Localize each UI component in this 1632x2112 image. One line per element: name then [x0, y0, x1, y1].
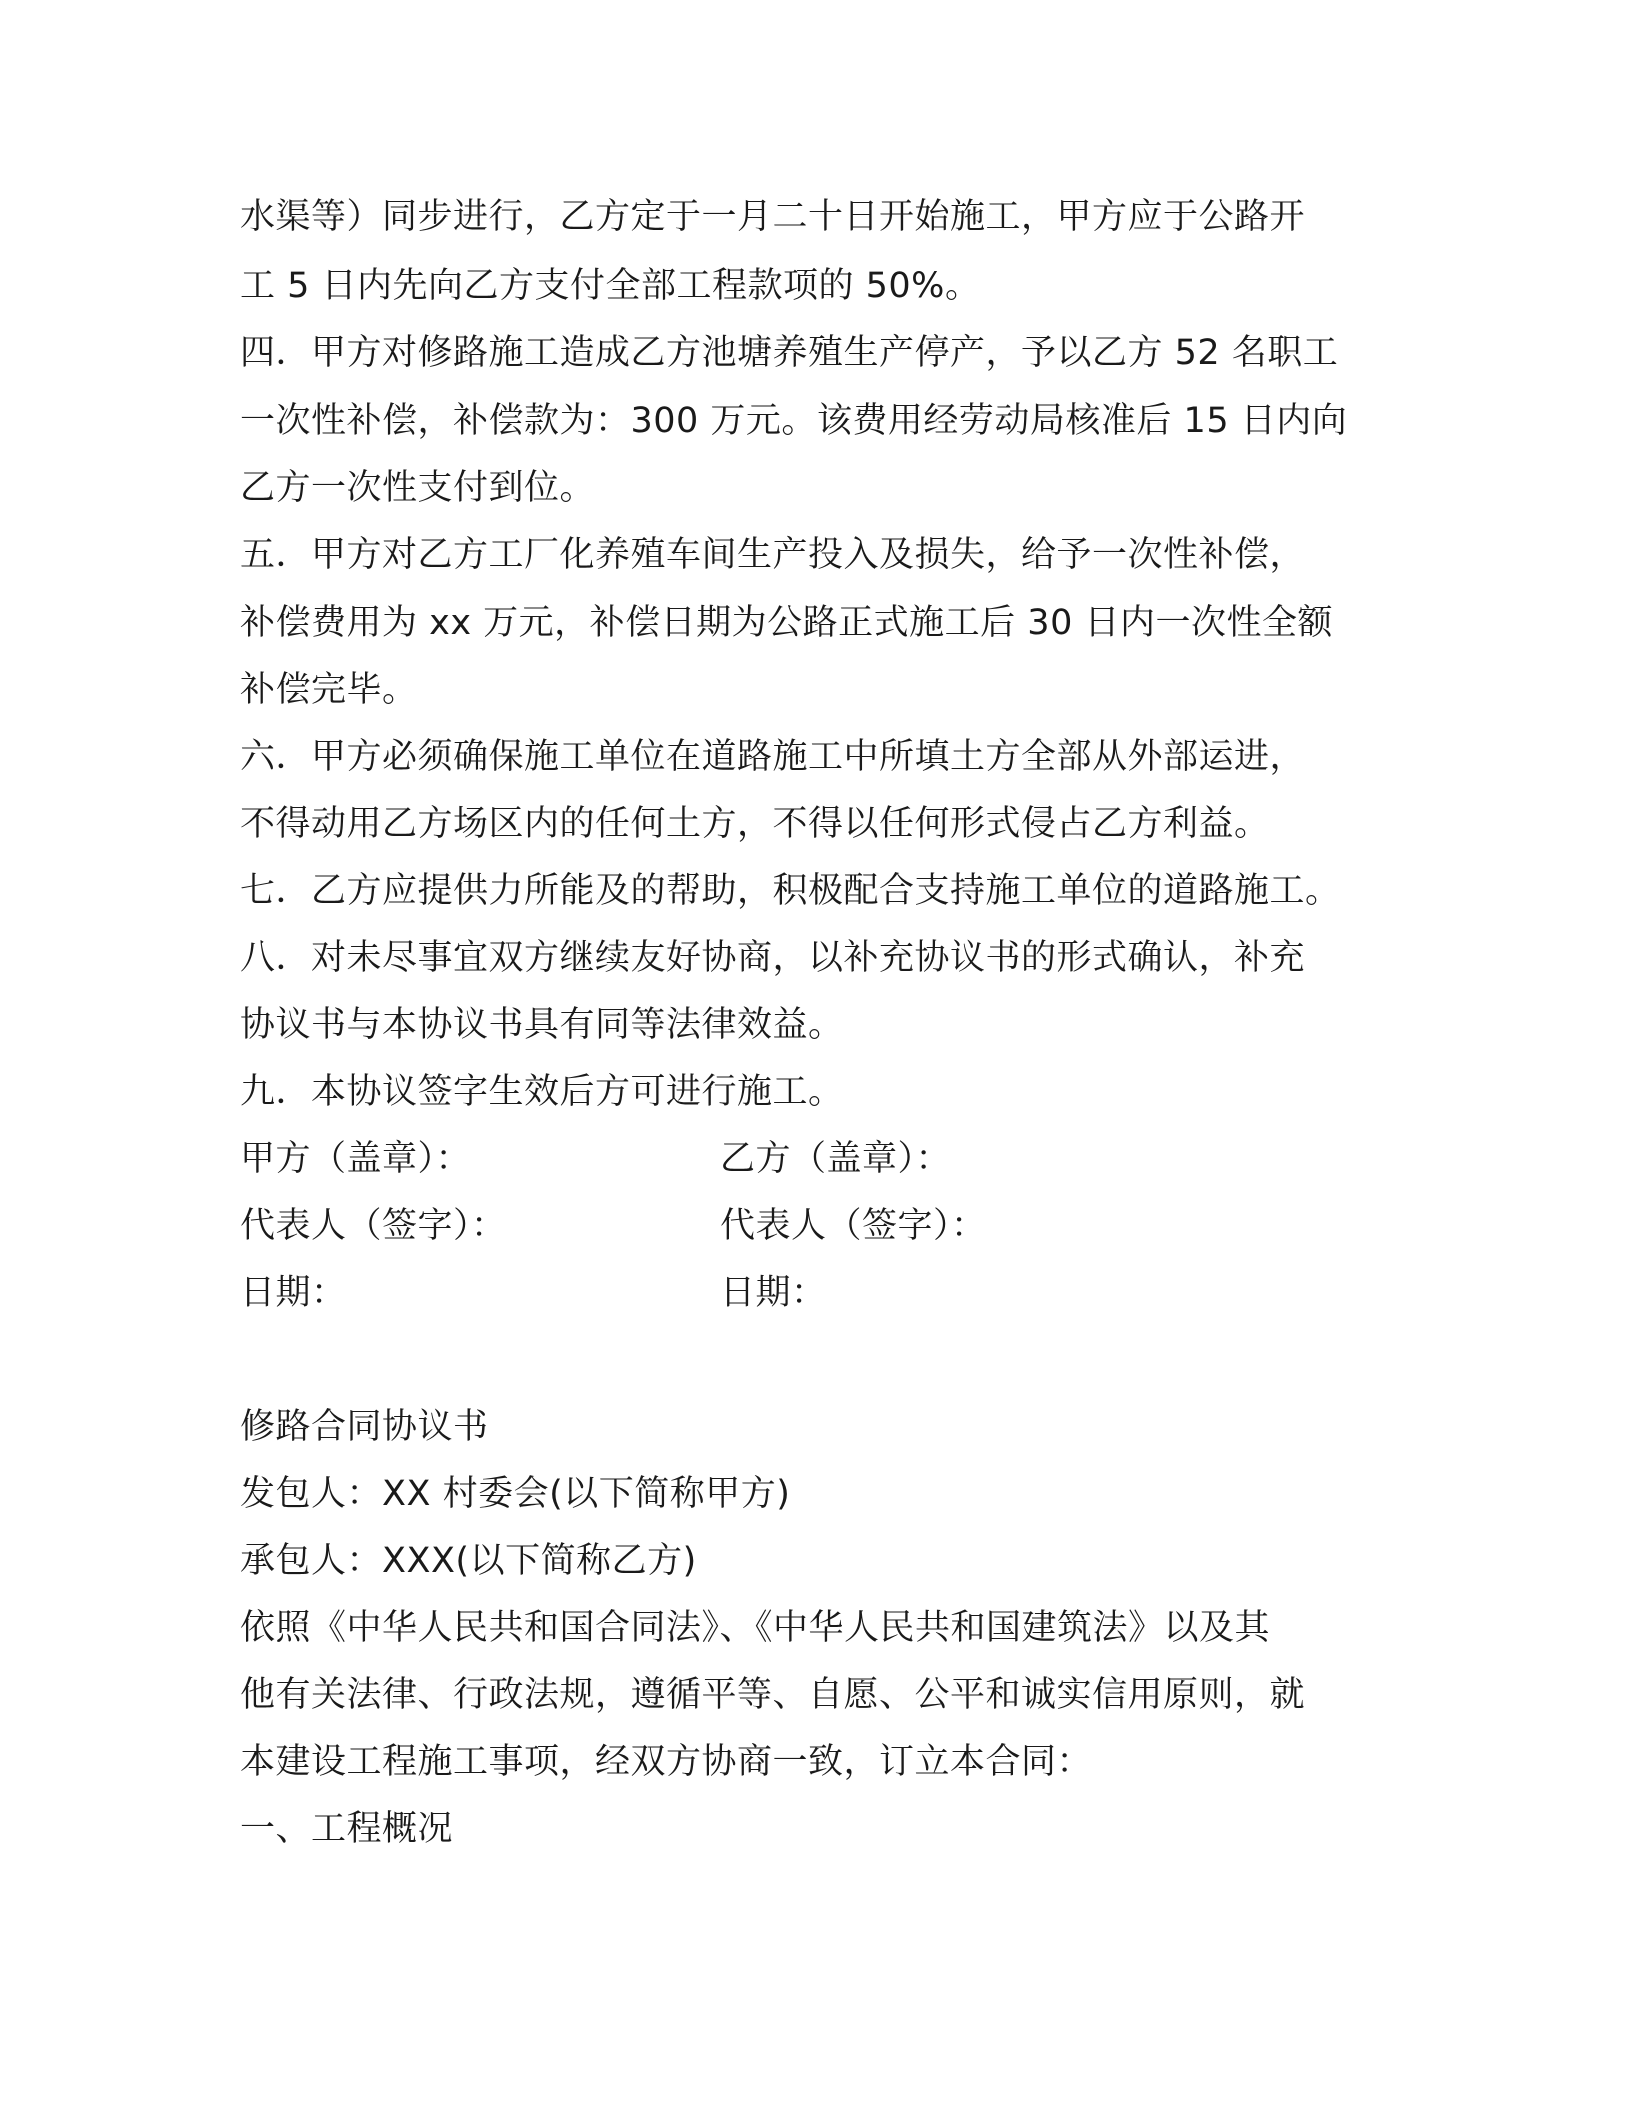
contractor-line: 承包人：XXX(以下简称乙方) [240, 1541, 697, 1581]
clause-3-line-2: 工 5 日内先向乙方支付全部工程款项的 50%。 [240, 266, 981, 306]
party-a-rep-label: 代表人（签字）： [240, 1206, 507, 1246]
clause-8-line-1: 八．对未尽事宜双方继续友好协商，以补充协议书的形式确认，补充 [240, 938, 1306, 978]
clause-4-line-3: 乙方一次性支付到位。 [240, 468, 596, 508]
clause-8-line-2: 协议书与本协议书具有同等法律效益。 [240, 1005, 844, 1045]
party-b-date-label: 日期： [720, 1273, 827, 1313]
preamble-line-3: 本建设工程施工事项，经双方协商一致，订立本合同： [240, 1742, 1093, 1782]
preamble-line-2: 他有关法律、行政法规，遵循平等、自愿、公平和诚实信用原则，就 [240, 1675, 1306, 1715]
clause-5-line-1: 五．甲方对乙方工厂化养殖车间生产投入及损失，给予一次性补偿， [240, 535, 1306, 575]
clause-3-line-1: 水渠等）同步进行，乙方定于一月二十日开始施工，甲方应于公路开 [240, 197, 1306, 237]
party-a-seal-label: 甲方（盖章）： [240, 1139, 472, 1179]
clause-4-line-2: 一次性补偿，补偿款为：300 万元。该费用经劳动局核准后 15 日内向 [240, 401, 1348, 441]
party-b-rep-label: 代表人（签字）： [720, 1206, 987, 1246]
clause-9-line-1: 九．本协议签字生效后方可进行施工。 [240, 1072, 844, 1112]
clause-7-line-1: 七．乙方应提供力所能及的帮助，积极配合支持施工单位的道路施工。 [240, 871, 1341, 911]
party-b-seal-label: 乙方（盖章）： [720, 1139, 952, 1179]
clause-6-line-1: 六．甲方必须确保施工单位在道路施工中所填土方全部从外部运进， [240, 737, 1306, 777]
employer-line: 发包人：XX 村委会(以下简称甲方) [240, 1474, 791, 1514]
party-a-date-label: 日期： [240, 1273, 347, 1313]
clause-4-line-1: 四．甲方对修路施工造成乙方池塘养殖生产停产，予以乙方 52 名职工 [240, 333, 1339, 373]
clause-5-line-3: 补偿完毕。 [240, 670, 418, 710]
contract-title: 修路合同协议书 [240, 1407, 489, 1447]
preamble-line-1: 依照《中华人民共和国合同法》、《中华人民共和国建筑法》以及其 [240, 1608, 1271, 1648]
section-heading-1: 一、工程概况 [240, 1809, 454, 1849]
clause-5-line-2: 补偿费用为 xx 万元，补偿日期为公路正式施工后 30 日内一次性全额 [240, 603, 1333, 643]
clause-6-line-2: 不得动用乙方场区内的任何土方，不得以任何形式侵占乙方利益。 [240, 804, 1270, 844]
